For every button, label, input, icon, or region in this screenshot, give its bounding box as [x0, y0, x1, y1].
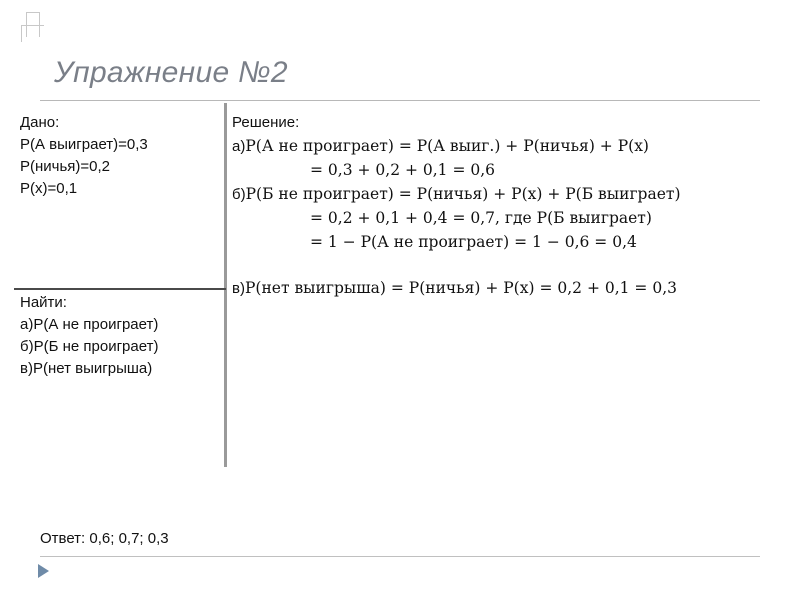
solution-a-line1 [232, 134, 792, 158]
solution-c-line1 [232, 276, 792, 300]
find-section [20, 292, 158, 380]
solution-a-line2: = 0,3 + 0,2 + 0,1 = 0,6 [310, 161, 496, 179]
spacer [232, 254, 792, 276]
given-heading: Дано: [20, 114, 60, 131]
given-line: P(ничья)=0,2 [20, 158, 111, 175]
find-line: в)P(нет выигрыша) [20, 360, 153, 377]
solution-c-label: в) [232, 280, 245, 297]
answer-text: Ответ: 0,6; 0,7; 0,3 [40, 530, 169, 547]
find-line: б)P(Б не проиграет) [20, 338, 159, 355]
find-heading: Найти: [20, 294, 67, 311]
solution-c-formula: P(нет выигрыша) = P(ничья) + P(x) = 0,2 + 0,1 = 0,3 [244, 279, 677, 297]
solution-section [232, 112, 792, 300]
title-divider [40, 100, 760, 101]
solution-b-line2: = 0,2 + 0,1 + 0,4 = 0,7, где P(Б выиграет) [310, 209, 652, 227]
given-line: P(x)=0,1 [20, 180, 78, 197]
corner-decoration [26, 12, 40, 37]
horizontal-divider [14, 288, 226, 290]
slide-title: Упражнение №2 [54, 56, 288, 89]
vertical-divider [224, 103, 227, 467]
solution-heading: Решение: [232, 114, 300, 131]
given-line: P(А выиграет)=0,3 [20, 136, 148, 153]
given-section [20, 112, 148, 200]
solution-b-formula: P(Б не проиграет) = P(ничья) + P(x) + P(Б выиграет) [245, 185, 681, 203]
find-line: а)P(А не проиграет) [20, 316, 159, 333]
bottom-divider [40, 556, 760, 557]
next-slide-arrow-icon[interactable] [38, 564, 49, 578]
solution-a-label: а) [232, 138, 246, 155]
solution-b-line1 [232, 182, 792, 206]
solution-b-label: б) [232, 186, 246, 203]
solution-b-line3: = 1 − P(А не проиграет) = 1 − 0,6 = 0,4 [310, 233, 637, 251]
solution-a-formula: P(А не проиграет) = P(А выиг.) + P(ничья) + P(x) [245, 137, 649, 155]
